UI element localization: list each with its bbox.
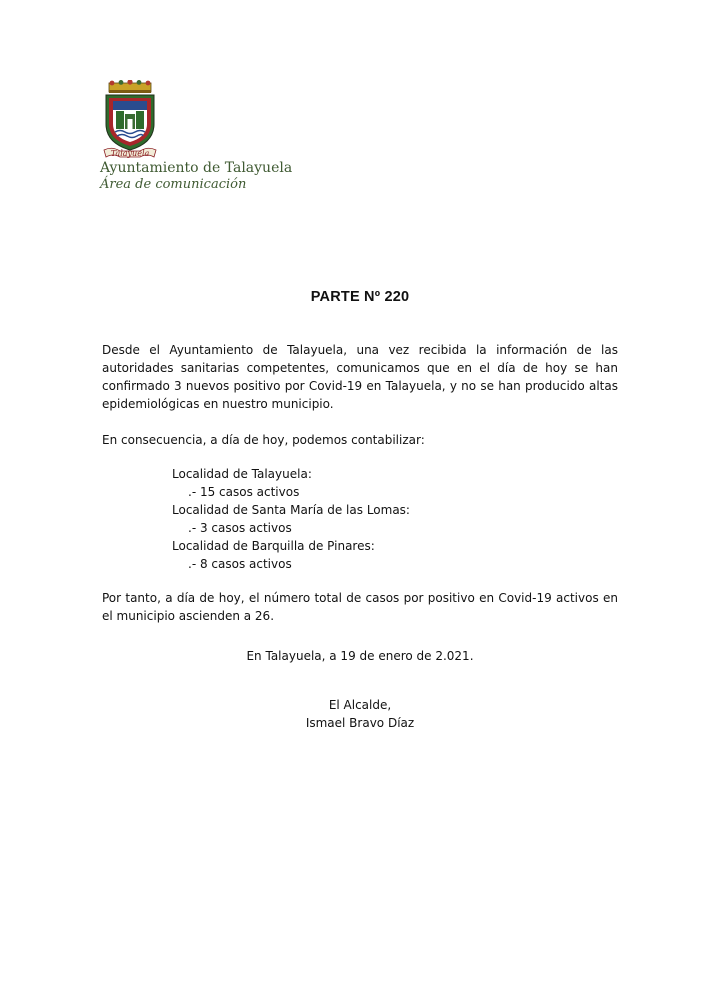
total-paragraph: Por tanto, a día de hoy, el número total de casos por positivo en Covid-19 activos en el municipio ascienden a 26.: [102, 591, 618, 623]
department-name: Área de comunicación: [100, 177, 247, 192]
signer-name: Ismael Bravo Díaz: [305, 716, 415, 730]
crest-motto: Talayuela: [110, 149, 150, 158]
letterhead: [100, 80, 320, 193]
intro-paragraph: Desde el Ayuntamiento de Talayuela, una vez recibida la información de las autoridades sanitarias competentes, comunicamos que en el día de hoy se han confirmado 3 nuevos positivo por Covid-19 en Talayuela, y no se han producido altas epidemiológicas en nuestro municipio.: [102, 343, 618, 411]
locality-cases: .- 15 casos activos: [188, 485, 300, 499]
organization-name: Ayuntamiento de Talayuela: [100, 160, 293, 176]
document-title: PARTE Nº 220: [310, 289, 410, 305]
place-and-date: En Talayuela, a 19 de enero de 2.021.: [246, 649, 474, 663]
locality-name: Localidad de Santa María de las Lomas:: [172, 503, 410, 517]
list-item: [172, 537, 618, 573]
locality-cases: .- 3 casos activos: [188, 521, 292, 535]
document-body: [102, 341, 618, 625]
locality-name: Localidad de Barquilla de Pinares:: [172, 539, 375, 553]
consequence-paragraph: En consecuencia, a día de hoy, podemos contabilizar:: [102, 433, 425, 447]
signer-role: El Alcalde,: [328, 698, 392, 712]
locality-list: [172, 465, 618, 573]
list-item: [172, 465, 618, 501]
locality-name: Localidad de Talayuela:: [172, 467, 312, 481]
coat-of-arms-icon: [100, 80, 160, 162]
organization-lines: [100, 160, 320, 193]
locality-cases: .- 8 casos activos: [188, 557, 292, 571]
list-item: [172, 501, 618, 537]
signature-block: [0, 696, 720, 732]
